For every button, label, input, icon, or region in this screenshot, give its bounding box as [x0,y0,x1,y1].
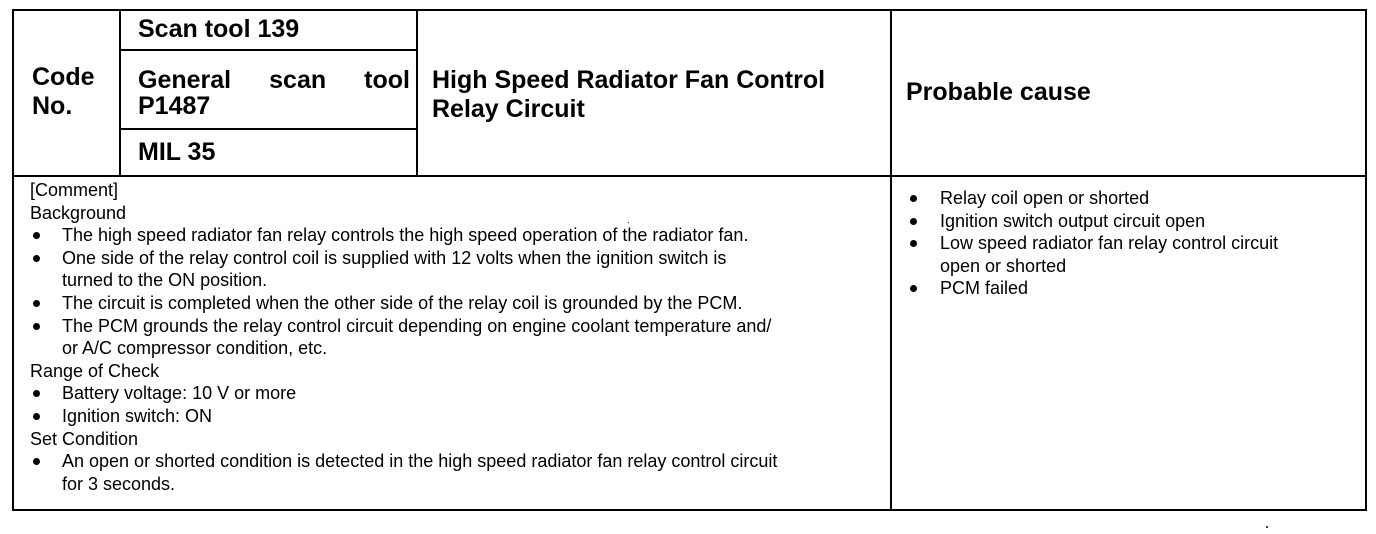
general-word: General [138,66,232,94]
set-condition-heading: Set Condition [30,428,139,449]
code-no-line1: Code [32,63,95,91]
scan-speck [628,222,629,223]
bullet-item [906,277,1358,300]
bullet-item [30,405,892,428]
divider-scan-row2 [119,128,418,130]
divider-scan-row1 [119,49,418,51]
tool-word: tool [364,66,410,94]
bullet-line: An open or shorted condition is detected in the high speed radiator fan relay control circuit [62,451,778,472]
diagnostic-title [432,66,902,124]
probable-cause-heading: Probable cause [906,78,1091,106]
bullet-line: Battery voltage: 10 V or more [62,383,297,404]
comment-section [30,179,892,495]
bullet-line: Relay coil open or shorted [940,188,1150,208]
scan-speck [1266,526,1268,528]
range-heading: Range of Check [30,360,160,381]
bullet-line: turned to the ON position. [62,270,268,291]
bullet-item [906,187,1358,210]
bullet-line: Ignition switch: ON [62,405,213,426]
bullet-line: or A/C compressor condition, etc. [62,338,328,359]
obd-code: P1487 [138,92,211,120]
divider-scan-title [416,11,418,175]
comment-label: [Comment] [30,180,119,200]
bullet-line: The circuit is completed when the other side of the relay coil is grounded by the PCM. [62,292,743,313]
bullet-item [30,382,892,405]
bullet-item [30,224,892,247]
code-no-header [32,63,95,121]
bullet-line: One side of the relay control coil is supplied with 12 volts when the ignition switch is [62,247,727,268]
bullet-line: for 3 seconds. [62,473,176,494]
title-line2: Relay Circuit [432,95,585,123]
general-scan-tool-code [138,67,410,119]
bullet-line: The PCM grounds the relay control circuit depending on engine coolant temperature and/ [62,315,772,336]
bullet-line: The high speed radiator fan relay controls the high speed operation of the radiator fan. [62,225,749,246]
bullet-item [30,292,892,315]
scan-word: scan [269,66,327,94]
set-condition-list [30,450,892,495]
divider-header-body [14,175,1365,177]
probable-causes-list [906,187,1358,300]
dtc-table [12,9,1367,511]
bullet-line: Low speed radiator fan relay control circuit [940,233,1279,254]
title-line1: High Speed Radiator Fan Control [432,66,826,94]
probable-causes-section [906,187,1358,300]
bullet-line: PCM failed [940,278,1029,299]
mil-code: MIL 35 [138,138,216,166]
divider-code-scan [119,11,121,175]
bullet-item [30,450,892,495]
bullet-item [906,210,1358,233]
bullet-line: Ignition switch output circuit open [940,210,1206,231]
range-list [30,382,892,427]
bullet-item [906,232,1358,277]
bullet-item [30,247,892,292]
background-heading: Background [30,202,127,223]
bullet-item [30,315,892,360]
code-no-line2: No. [32,92,73,120]
scan-tool-code: Scan tool 139 [138,15,300,43]
background-list [30,224,892,360]
bullet-line: open or shorted [940,255,1067,276]
